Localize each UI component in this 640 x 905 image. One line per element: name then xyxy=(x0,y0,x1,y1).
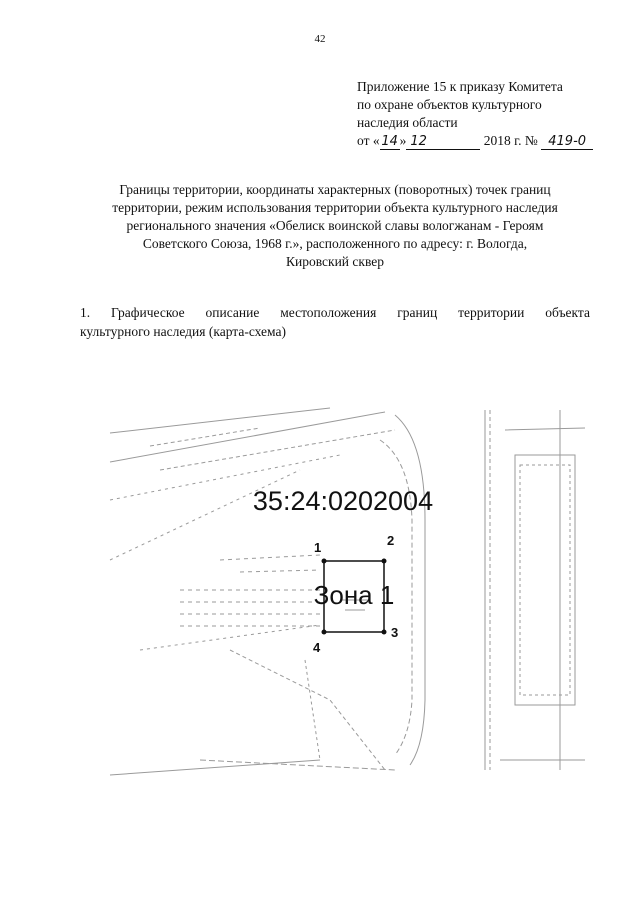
appendix-line-2: по охране объектов культурного xyxy=(357,97,542,112)
boundary-point-4 xyxy=(322,630,327,635)
building-inner xyxy=(520,465,570,695)
point-label-4: 4 xyxy=(313,640,321,655)
path-line xyxy=(140,625,320,650)
boundary-point-3 xyxy=(382,630,387,635)
plaza-pattern xyxy=(180,590,320,626)
section-title-line-2: культурного наследия (карта-схема) xyxy=(80,324,286,339)
building-edge xyxy=(500,428,585,760)
heading-line-5: Кировский сквер xyxy=(286,254,384,269)
heading-line-3: регионального значения «Обелиск воинской славы вологжанам - Героям xyxy=(126,218,544,233)
handwritten-month: 12 xyxy=(406,134,480,150)
boundary-point-2 xyxy=(382,559,387,564)
point-label-1: 1 xyxy=(314,540,322,555)
path-line xyxy=(230,650,385,770)
point-label-3: 3 xyxy=(391,625,399,640)
road-line xyxy=(110,760,320,775)
path-line xyxy=(160,430,395,470)
date-prefix: от « xyxy=(357,133,380,148)
point-label-2: 2 xyxy=(387,533,395,548)
handwritten-day: 14 xyxy=(381,134,398,149)
year-text: 2018 г. № xyxy=(483,133,538,148)
cadastral-number: 35:24:0202004 xyxy=(252,486,434,516)
heading-line-2: территории, режим использования территории объекта культурного наследия xyxy=(112,200,558,215)
zone-label: Зона 1 xyxy=(313,580,395,610)
plaza-pattern xyxy=(220,555,320,572)
road-curve xyxy=(395,415,425,765)
path-line xyxy=(305,660,320,760)
section-title-line-1: 1. Графическое описание местоположения границ территории объекта xyxy=(80,305,590,320)
appendix-line-3: наследия области xyxy=(357,115,458,130)
page-number: 42 xyxy=(314,33,326,45)
handwritten-number: 419-0 xyxy=(541,134,593,150)
boundary-point-1 xyxy=(322,559,327,564)
date-mid: » xyxy=(399,133,407,148)
road-line xyxy=(110,408,330,433)
road-line xyxy=(110,412,385,462)
path-line xyxy=(150,428,260,446)
building-outline xyxy=(515,455,575,705)
appendix-line-1: Приложение 15 к приказу Комитета xyxy=(357,79,563,94)
heading-line-1: Границы территории, координаты характерных (поворотных) точек границ xyxy=(119,182,551,197)
heading-line-4: Советского Союза, 1968 г.», расположенного по адресу: г. Вологда, xyxy=(142,236,528,251)
